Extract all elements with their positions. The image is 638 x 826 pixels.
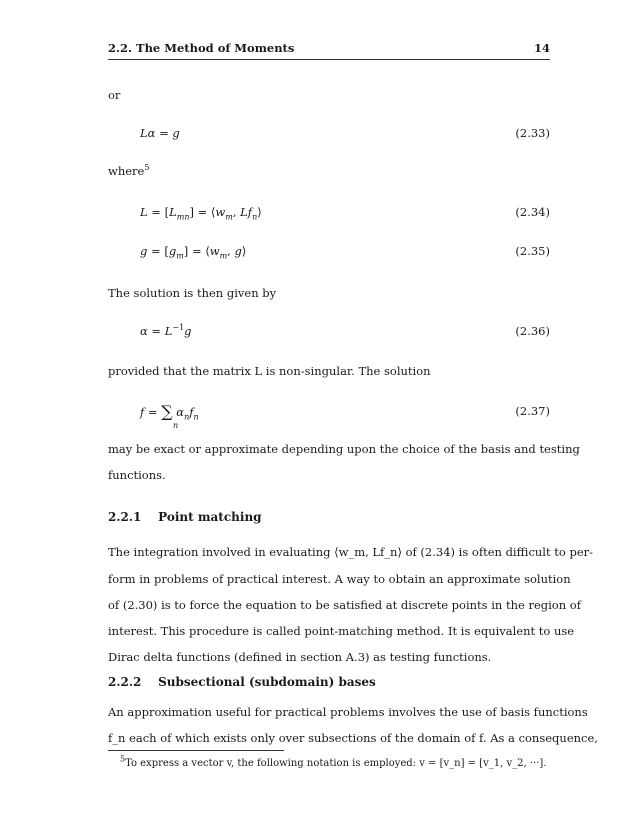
text-line: Dirac delta functions (defined in section A.3) as testing functions.	[108, 650, 492, 664]
footnote: $^5$To express a vector v, the following notation is employed: v = [v_n] = [v_1, v_2, ···].	[120, 754, 547, 769]
text-line: of (2.30) is to force the equation to be satisfied at discrete points in the region of	[108, 598, 581, 612]
equation-number: (2.37)	[515, 404, 550, 418]
equation-number: (2.34)	[515, 205, 550, 219]
text-line: An approximation useful for practical problems involves the use of basis functions	[108, 705, 588, 719]
equation-2-33: Lα = g	[140, 126, 180, 140]
equation-2-36: $\alpha = L^{-1}g$	[140, 323, 192, 338]
section-heading-2-2-2: 2.2.2 Subsectional (subdomain) bases	[108, 675, 376, 689]
text-line: may be exact or approximate depending upon the choice of the basis and testing	[108, 442, 580, 456]
footnote-mark: 5	[144, 163, 150, 173]
text-line: f_n each of which exists only over subsections of the domain of f. As a consequence,	[108, 731, 598, 745]
text-line: interest. This procedure is called point-matching method. It is equivalent to use	[108, 624, 575, 638]
text-line: The integration involved in evaluating ⟨w_m, Lf_n⟩ of (2.34) is often difficult to per-	[108, 545, 594, 559]
equation-number: (2.36)	[515, 324, 550, 338]
footnote-rule	[108, 750, 284, 751]
running-header: 2.2. The Method of Moments	[108, 41, 295, 55]
equation-2-35: $g = [g_m]$ = $⟨w_m$, g⟩	[140, 244, 247, 261]
text-solution-intro: The solution is then given by	[108, 286, 277, 300]
page-number: 14	[533, 41, 550, 55]
section-heading-2-2-1: 2.2.1 Point matching	[108, 510, 262, 524]
text-where: where$^5$	[108, 163, 150, 178]
equation-2-34: $L = [L_{mn}]$ = $⟨w_m$, $Lf_n⟩$	[140, 205, 262, 222]
text-provided: provided that the matrix L is non-singular. The solution	[108, 364, 431, 378]
equation-number: (2.35)	[515, 244, 550, 258]
header-rule	[108, 59, 550, 60]
equation-number: (2.33)	[515, 126, 550, 140]
text-or: or	[108, 88, 121, 102]
text-line: form in problems of practical interest. A way to obtain an approximate solution	[108, 572, 571, 586]
equation-2-37: f = ∑ $\alpha_nf_n$	[140, 402, 199, 422]
summation-index: n	[173, 421, 179, 430]
text-line: functions.	[108, 468, 166, 482]
